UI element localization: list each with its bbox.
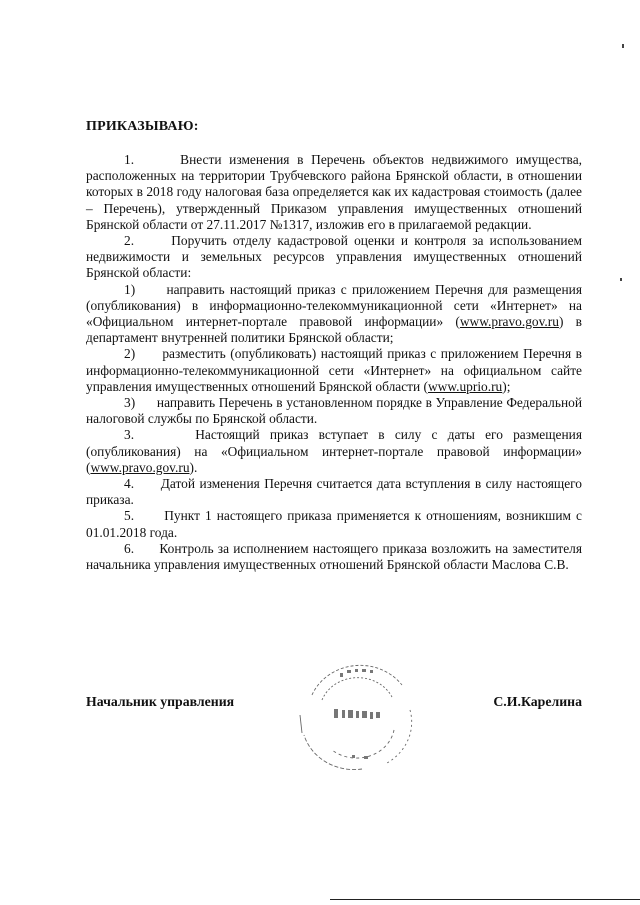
uprio-link[interactable]: www.uprio.ru (427, 378, 503, 394)
scan-speck (622, 44, 624, 48)
official-seal-icon (292, 655, 422, 780)
paragraph-4: 4. Датой изменения Перечня считается дата вступления в силу настоящего приказа. (86, 476, 582, 508)
paragraph-5: 5. Пункт 1 настоящего приказа применяется к отношениям, возникшим с 01.01.2018 года. (86, 508, 582, 540)
signatory-name: С.И.Карелина (493, 694, 582, 709)
signature-row (86, 694, 582, 714)
paragraph-3: 3. Настоящий приказ вступает в силу с даты его размещения (опубликования) на «Официальном интернет-портале правовой информации» (www.pravo.gov.ru). (86, 427, 582, 475)
order-body (86, 152, 582, 573)
subparagraph-2-3: 3) направить Перечень в установленном порядке в Управление Федеральной налоговой службы по Брянской области. (86, 395, 582, 427)
paragraph-2: 2. Поручить отделу кадастровой оценки и контроля за использованием недвижимости и земельных ресурсов управления имущественных отношений Брянской области: (86, 233, 582, 281)
subparagraph-2-2: 2) разместить (опубликовать) настоящий приказ с приложением Перечня в информационно-телекоммуникационной сети «Интернет» на официальном сайте управления имущественных отношений Брянской области (www.uprio.ru); (86, 346, 582, 394)
pravo-link[interactable]: www.pravo.gov.ru (459, 314, 559, 330)
order-heading: ПРИКАЗЫВАЮ: (86, 119, 199, 134)
subparagraph-2-1: 1) направить настоящий приказ с приложением Перечня для размещения (опубликования) в информационно-телекоммуникационной сети «Интернет» на «Официальном интернет-портале правовой информации» (www.pravo.gov.ru) в департамент внутренней политики Брянской области; (86, 281, 582, 346)
scan-speck (620, 278, 622, 281)
signatory-position: Начальник управления (86, 694, 235, 709)
paragraph-6: 6. Контроль за исполнением настоящего приказа возложить на заместителя начальника управления имущественных отношений Брянской области Маслова С.В. (86, 540, 582, 573)
scan-edge-line (330, 899, 640, 900)
pravo-link-2[interactable]: www.pravo.gov.ru (90, 459, 190, 475)
paragraph-1: 1. Внести изменения в Перечень объектов недвижимого имущества, расположенных на территории Трубчевского района Брянской области, в отношении которых в 2018 году налоговая база определяется как их кадастровая стоимость (далее – Перечень), утвержденный Приказом управления имущественных отношений Брянской области от 27.11.2017 №1317, изложив его в прилагаемой редакции. (86, 152, 582, 232)
